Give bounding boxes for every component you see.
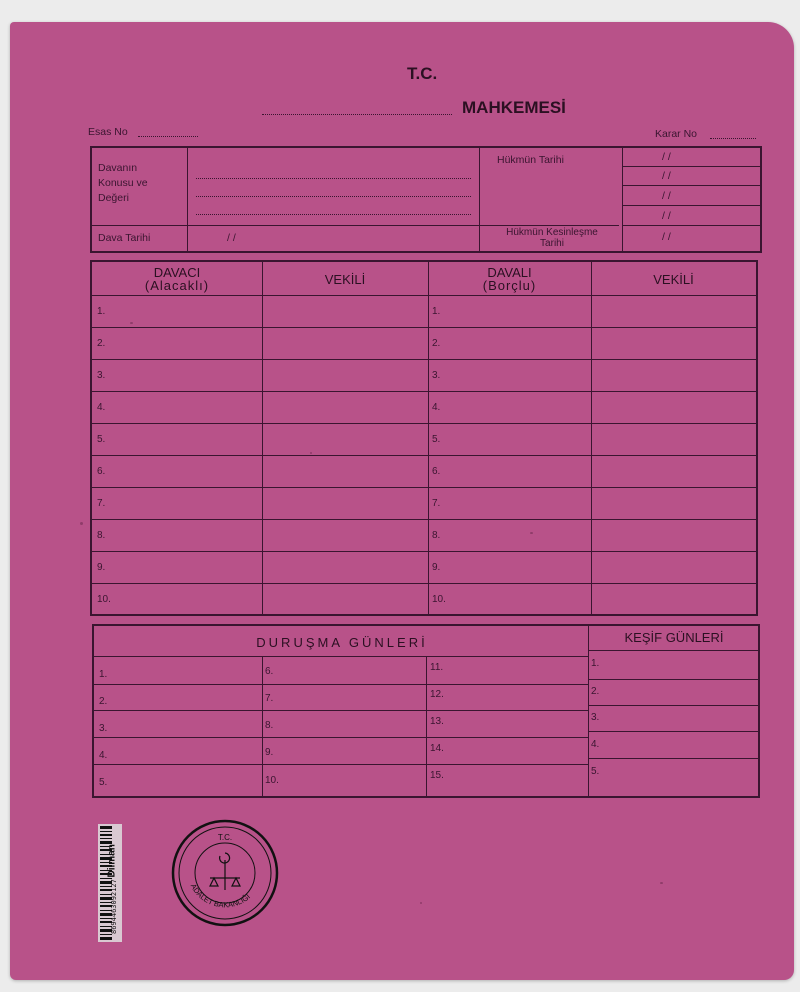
date-slashes: / /	[662, 190, 671, 202]
karar-no-label: Karar No	[655, 128, 698, 140]
hearing-number: 15.	[430, 770, 444, 781]
defendant-title: DAVALI	[487, 265, 532, 280]
hearing-number: 11.	[430, 662, 444, 673]
row-number: 4.	[97, 402, 106, 413]
subject-label	[98, 161, 148, 206]
case-info-box	[90, 146, 762, 253]
subject-fill-line	[196, 178, 471, 179]
divider	[92, 225, 479, 226]
seal-top: T.C.	[217, 833, 233, 842]
row-number: 7.	[432, 498, 441, 509]
subject-line-3: Değeri	[98, 192, 129, 204]
finality-date-label	[497, 227, 607, 249]
svg-text:ADALET BAKANLIĞI	[189, 882, 252, 909]
country-label: T.C.	[407, 64, 438, 83]
hearing-number: 6.	[265, 666, 274, 677]
subject-fill-line	[196, 214, 471, 215]
divider	[187, 148, 188, 251]
row-number: 9.	[432, 562, 441, 573]
row-number: 10.	[432, 594, 446, 605]
divider	[588, 626, 589, 796]
row-line	[588, 758, 758, 759]
hearings-table	[92, 624, 760, 798]
speck	[420, 902, 422, 904]
hearing-number: 12.	[430, 689, 444, 700]
parties-table	[90, 260, 758, 616]
plaintiff-header	[92, 266, 262, 292]
discovery-number: 2.	[591, 686, 600, 697]
discovery-number: 1.	[591, 658, 600, 669]
row-number: 2.	[432, 338, 441, 349]
row-line	[588, 650, 758, 651]
discovery-days-title: KEŞİF GÜNLERİ	[624, 630, 724, 645]
finality-line-2: Tarihi	[540, 238, 564, 249]
row-line	[92, 455, 756, 456]
court-name-line	[262, 114, 452, 115]
row-number: 3.	[432, 370, 441, 381]
row-number: 1.	[432, 306, 441, 317]
seal-text: ADALET BAKANLIĞI	[188, 882, 252, 910]
hearing-number: 4.	[99, 750, 108, 761]
divider	[479, 148, 480, 251]
row-number: 2.	[97, 338, 106, 349]
divider	[262, 262, 263, 614]
divider	[262, 656, 263, 796]
plaintiff-title: DAVACI	[153, 265, 201, 280]
barcode	[98, 824, 122, 942]
hearing-number: 3.	[99, 723, 108, 734]
divider	[622, 205, 760, 206]
divider	[428, 262, 429, 614]
court-title: MAHKEMESİ	[462, 98, 566, 117]
row-line	[92, 295, 756, 296]
row-line	[94, 764, 588, 765]
row-number: 5.	[97, 434, 106, 445]
attorney-header-1: VEKİLİ	[324, 272, 366, 287]
seal-icon	[170, 818, 280, 928]
row-line	[94, 737, 588, 738]
hearing-number: 10.	[265, 775, 279, 786]
verdict-date-label: Hükmün Tarihi	[497, 154, 564, 166]
divider	[622, 166, 760, 167]
row-number: 10.	[97, 594, 111, 605]
attorney-header-2: VEKİLİ	[653, 272, 694, 287]
speck	[660, 882, 663, 884]
speck	[80, 522, 83, 525]
row-line	[94, 656, 588, 657]
subject-line-1: Davanın	[98, 162, 138, 174]
date-slashes: / /	[662, 151, 671, 163]
folder-cover	[10, 22, 794, 980]
divider	[591, 262, 592, 614]
date-slashes: / /	[662, 210, 671, 222]
subject-fill-line	[196, 196, 471, 197]
row-line	[588, 731, 758, 732]
karar-no-line	[710, 138, 756, 139]
row-number: 6.	[97, 466, 106, 477]
hearing-number: 1.	[99, 669, 108, 680]
divider	[622, 185, 760, 186]
row-line	[92, 583, 756, 584]
hearing-days-title: DURUŞMA GÜNLERİ	[256, 635, 428, 650]
row-number: 4.	[432, 402, 441, 413]
finality-line-1: Hükmün Kesinleşme	[506, 227, 598, 238]
hearing-number: 8.	[265, 720, 274, 731]
discovery-number: 4.	[591, 739, 600, 750]
case-date-label: Dava Tarihi	[98, 232, 151, 244]
hearing-number: 7.	[265, 693, 274, 704]
case-date-slashes: / /	[227, 232, 236, 244]
discovery-number: 3.	[591, 712, 600, 723]
row-number: 6.	[432, 466, 441, 477]
row-line	[94, 684, 588, 685]
date-slashes: / /	[662, 170, 671, 182]
row-number: 8.	[97, 530, 106, 541]
divider	[622, 148, 623, 251]
date-slashes: / /	[662, 231, 671, 243]
row-line	[92, 487, 756, 488]
hearing-number: 14.	[430, 743, 444, 754]
divider	[479, 225, 619, 226]
esas-no-line	[138, 136, 198, 137]
row-line	[92, 359, 756, 360]
row-line	[92, 423, 756, 424]
defendant-header	[428, 266, 591, 292]
row-line	[92, 327, 756, 328]
row-number: 3.	[97, 370, 106, 381]
barcode-number: 8694463092127	[110, 879, 118, 934]
esas-no-label: Esas No	[88, 126, 128, 138]
brand-label: Dilman	[106, 844, 118, 878]
discovery-number: 5.	[591, 766, 600, 777]
divider	[426, 656, 427, 796]
row-line	[588, 705, 758, 706]
row-number: 5.	[432, 434, 441, 445]
row-line	[92, 391, 756, 392]
hearing-number: 9.	[265, 747, 274, 758]
row-number: 1.	[97, 306, 106, 317]
hearing-number: 13.	[430, 716, 444, 727]
row-number: 7.	[97, 498, 106, 509]
subject-line-2: Konusu ve	[98, 177, 148, 189]
defendant-subtitle: (Borçlu)	[482, 278, 537, 293]
divider	[622, 225, 760, 226]
row-line	[92, 519, 756, 520]
row-line	[588, 679, 758, 680]
ministry-seal	[170, 818, 280, 928]
row-line	[94, 710, 588, 711]
hearing-number: 5.	[99, 777, 108, 788]
row-number: 8.	[432, 530, 441, 541]
row-number: 9.	[97, 562, 106, 573]
plaintiff-subtitle: (Alacaklı)	[144, 278, 210, 293]
row-line	[92, 551, 756, 552]
hearing-number: 2.	[99, 696, 108, 707]
